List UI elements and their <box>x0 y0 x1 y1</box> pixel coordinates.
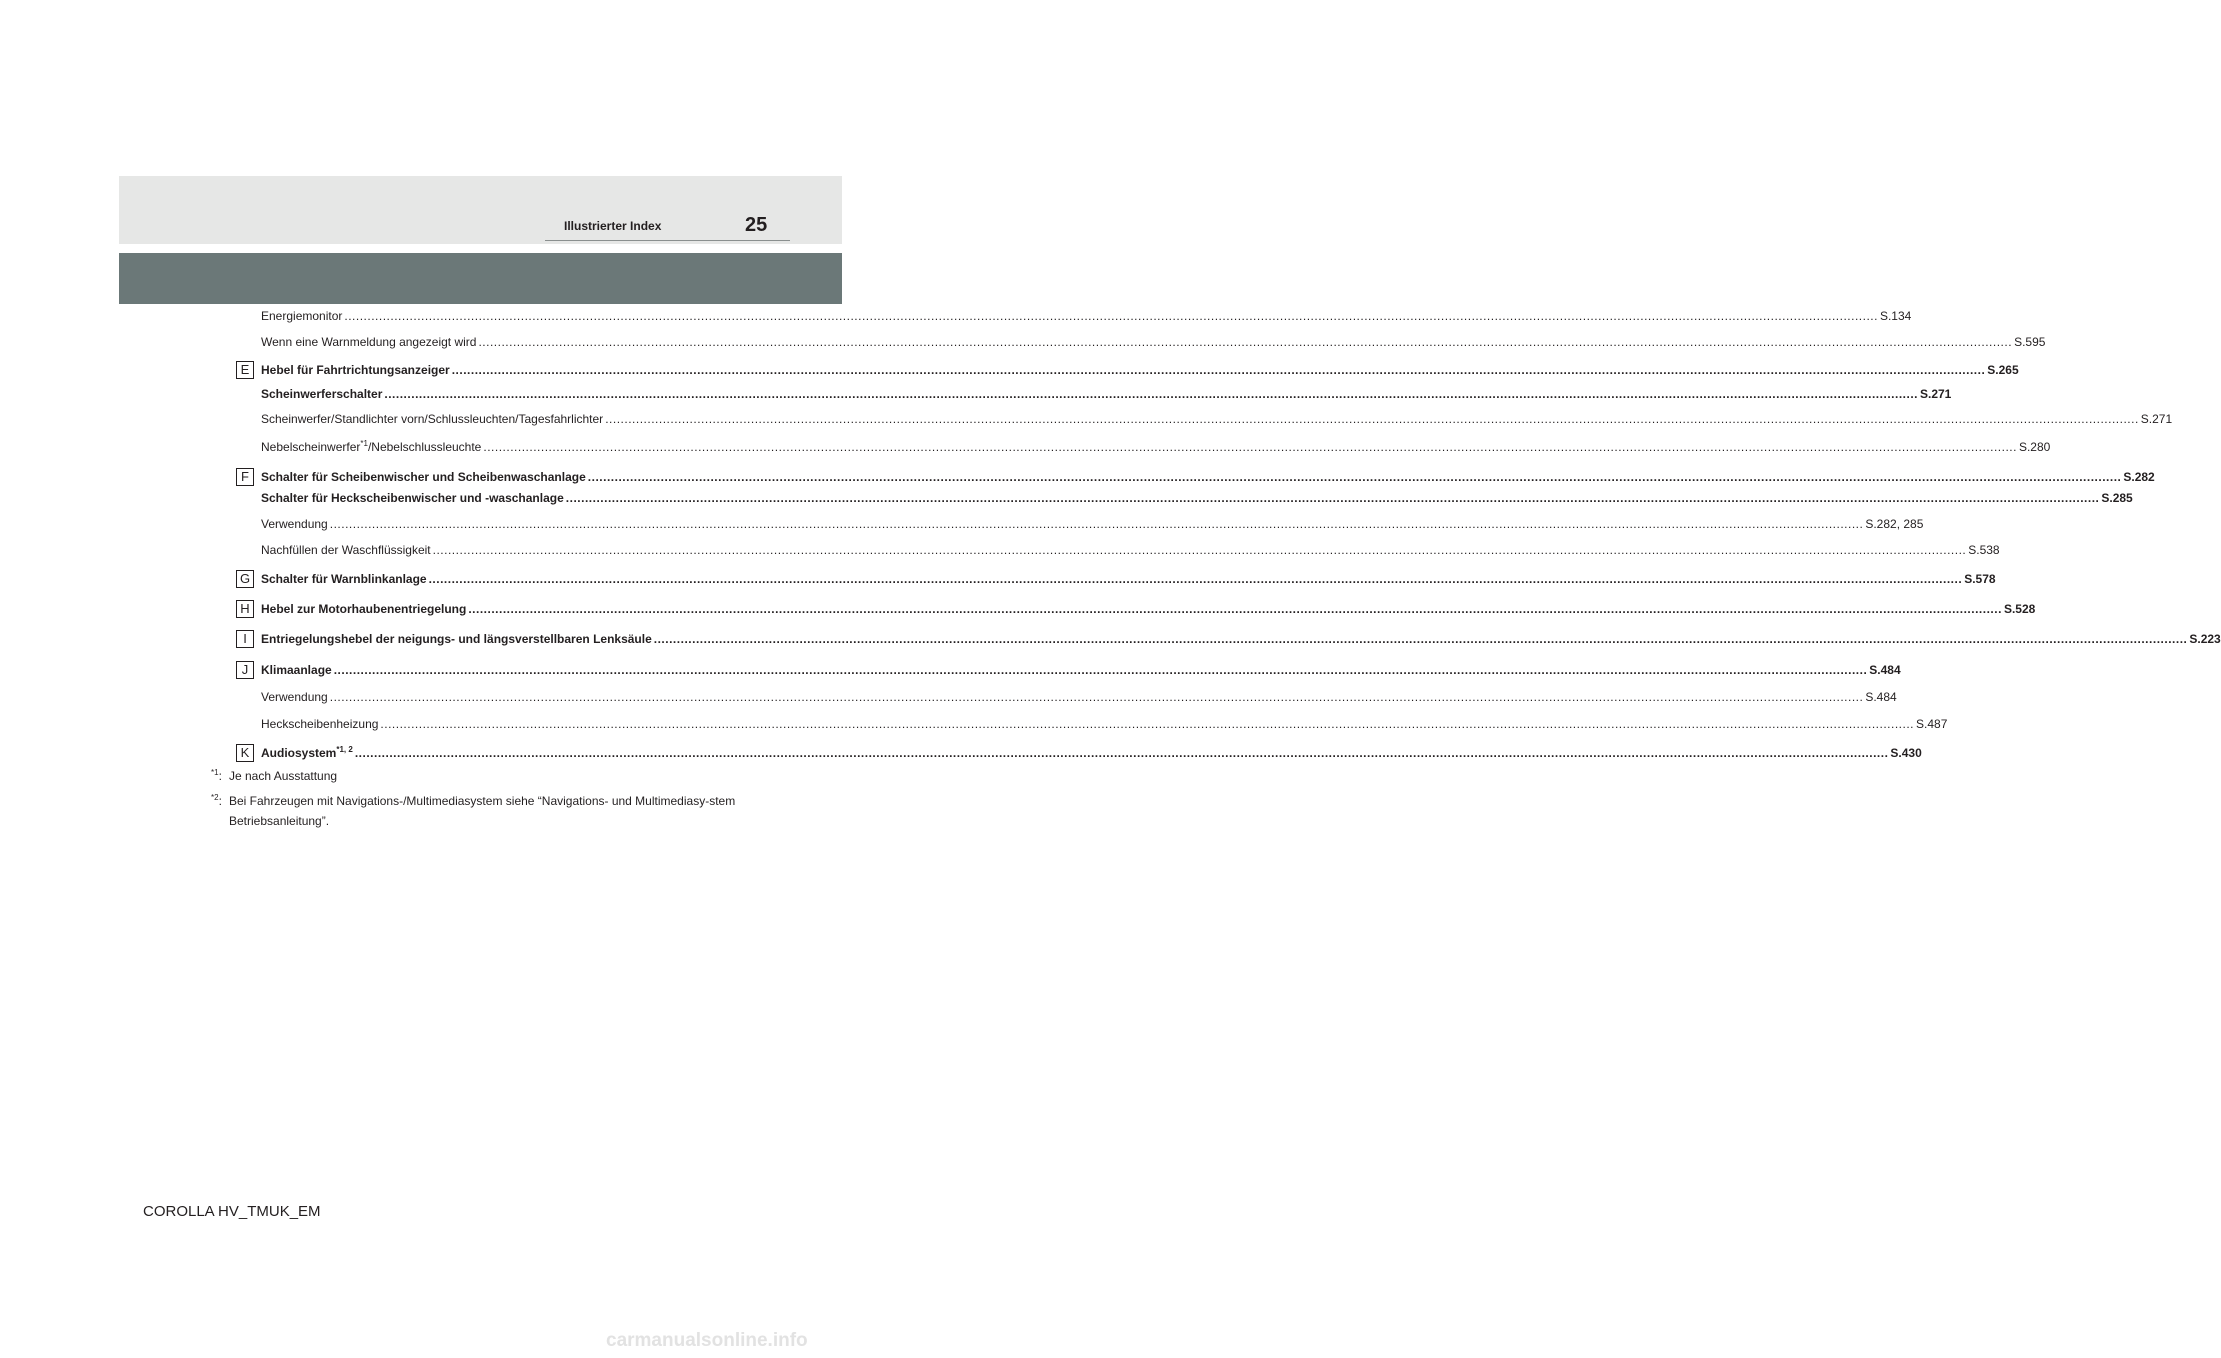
page-reference[interactable]: S.430 <box>1890 746 1922 760</box>
index-entry[interactable] <box>261 543 2000 557</box>
page-reference[interactable]: S.528 <box>2003 602 2036 616</box>
leader-dots: ................................................................................................................................................................................................................................................................................................................................................................................................................ <box>329 690 1864 704</box>
leader-dots: ................................................................................................................................................................................................................................................................................................................................................................................................................ <box>432 543 1967 557</box>
entry-label <box>261 309 342 323</box>
entry-text: Hebel zur Motorhaubenentriegelung <box>261 602 467 616</box>
page-number: 25 <box>745 214 768 236</box>
entry-text: Heckscheibenheizung <box>261 717 379 731</box>
index-entry[interactable] <box>261 309 1912 323</box>
section-bar <box>119 253 842 304</box>
leader-dots: ................................................................................................................................................................................................................................................................................................................................................................................................................ <box>428 572 1963 586</box>
section-badge: G <box>236 570 254 588</box>
entry-text-continued: /Nebelschlussleuchte <box>367 440 482 454</box>
entry-text: Hebel für Fahrtrichtungsanzeiger <box>261 363 450 377</box>
leader-dots: ................................................................................................................................................................................................................................................................................................................................................................................................................ <box>354 746 1889 760</box>
index-entry[interactable] <box>261 572 1996 586</box>
leader-dots: ................................................................................................................................................................................................................................................................................................................................................................................................................ <box>587 470 2122 484</box>
entry-text: Schalter für Warnblinkanlage <box>261 572 427 586</box>
page-reference[interactable]: S.578 <box>1964 572 1996 586</box>
section-badge: E <box>236 361 254 379</box>
entry-text: Scheinwerferschalter <box>261 387 383 401</box>
index-entry[interactable] <box>261 602 2036 616</box>
entry-label <box>261 543 431 557</box>
page-reference[interactable]: S.282 <box>2123 470 2155 484</box>
index-entry[interactable] <box>261 663 1901 677</box>
index-entry[interactable] <box>261 632 2221 646</box>
index-entry[interactable] <box>261 470 2155 484</box>
page-reference[interactable]: S.280 <box>2018 440 2051 454</box>
entry-text: Klimaanlage <box>261 663 332 677</box>
entry-label <box>261 412 603 426</box>
index-entry[interactable] <box>261 491 2133 505</box>
index-entry[interactable] <box>261 717 1948 731</box>
index-entry[interactable] <box>261 335 2046 349</box>
section-badge: J <box>236 661 254 679</box>
page-reference[interactable]: S.271 <box>1919 387 1952 401</box>
index-entry[interactable] <box>261 745 1922 760</box>
page-reference[interactable]: S.285 <box>2101 491 2133 505</box>
entry-label <box>261 602 466 616</box>
entry-label <box>261 387 382 401</box>
leader-dots: ................................................................................................................................................................................................................................................................................................................................................................................................................ <box>344 309 1878 323</box>
footnote-mark: *2 <box>211 793 219 802</box>
page-reference[interactable]: S.271 <box>2140 412 2173 426</box>
leader-dots: ................................................................................................................................................................................................................................................................................................................................................................................................................ <box>380 717 1915 731</box>
page-reference[interactable]: S.538 <box>1968 543 2000 557</box>
entry-text: Nebelscheinwerfer <box>261 440 361 454</box>
page-reference[interactable]: S.595 <box>2014 335 2046 349</box>
watermark: carmanualsonline.info <box>606 1330 808 1351</box>
header-divider <box>545 240 790 241</box>
leader-dots: ................................................................................................................................................................................................................................................................................................................................................................................................................ <box>451 363 1986 377</box>
leader-dots: ................................................................................................................................................................................................................................................................................................................................................................................................................ <box>384 387 1918 401</box>
entry-text: Schalter für Scheibenwischer und Scheibenwaschanlage <box>261 470 586 484</box>
entry-text: Schalter für Heckscheibenwischer und -waschanlage <box>261 491 564 505</box>
entry-label <box>261 632 652 646</box>
entry-text: Scheinwerfer/Standlichter vorn/Schlussleuchten/Tagesfahrlichter <box>261 412 604 426</box>
leader-dots: ................................................................................................................................................................................................................................................................................................................................................................................................................ <box>653 632 2188 646</box>
page-reference[interactable]: S.282, 285 <box>1865 517 1924 531</box>
footnote-text: Bei Fahrzeugen mit Navigations-/Multimediasystem siehe “Navigations- und Multimediasy-stem Betriebsanleitung”. <box>229 794 736 828</box>
footnote-mark: *1 <box>211 768 219 777</box>
entry-label <box>261 572 427 586</box>
page-reference[interactable]: S.134 <box>1879 309 1912 323</box>
entry-label <box>261 335 476 349</box>
entry-label <box>261 717 378 731</box>
header-band <box>119 176 842 244</box>
section-badge: F <box>236 468 254 486</box>
entry-text: Verwendung <box>261 517 328 531</box>
leader-dots: ................................................................................................................................................................................................................................................................................................................................................................................................................ <box>329 517 1864 531</box>
entry-label <box>261 363 450 377</box>
leader-dots: ................................................................................................................................................................................................................................................................................................................................................................................................................ <box>565 491 2100 505</box>
leader-dots: ................................................................................................................................................................................................................................................................................................................................................................................................................ <box>478 335 2013 349</box>
entry-label <box>261 690 328 704</box>
page-reference[interactable]: S.484 <box>1865 690 1897 704</box>
footnote-1: $^{*1}$: Je nach Ausstattung <box>211 766 751 786</box>
footnote-text: Je nach Ausstattung <box>229 769 338 783</box>
section-badge: H <box>236 600 254 618</box>
page-reference[interactable]: S.484 <box>1869 663 1901 677</box>
footnote-reference: *1, 2 <box>336 745 353 754</box>
entry-text: Nachfüllen der Waschflüssigkeit <box>261 543 431 557</box>
entry-text: Wenn eine Warnmeldung angezeigt wird <box>261 335 477 349</box>
entry-text: Energiemonitor <box>261 309 343 323</box>
leader-dots: ................................................................................................................................................................................................................................................................................................................................................................................................................ <box>468 602 2002 616</box>
index-entry[interactable] <box>261 387 1952 401</box>
entry-label <box>261 440 481 454</box>
footnote-reference: *1 <box>360 439 368 448</box>
entry-label <box>261 470 586 484</box>
entry-text: Entriegelungshebel der neigungs- und längsverstellbaren Lenksäule <box>261 632 652 646</box>
leader-dots: ................................................................................................................................................................................................................................................................................................................................................................................................................ <box>333 663 1868 677</box>
index-entry[interactable] <box>261 363 2019 377</box>
entry-label <box>261 746 353 760</box>
leader-dots: ................................................................................................................................................................................................................................................................................................................................................................................................................ <box>605 412 2139 426</box>
footnote-2: $^{*2}$: Bei Fahrzeugen mit Navigations-/Multimediasystem siehe “Navigations- und Multimediasy-stem Betriebsanleitung”. <box>211 791 751 831</box>
header-title: Illustrierter Index <box>564 219 662 233</box>
index-entry[interactable] <box>261 690 1897 704</box>
index-entry[interactable] <box>261 517 1924 531</box>
page-reference[interactable]: S.487 <box>1916 717 1948 731</box>
entry-label <box>261 491 564 505</box>
page-reference[interactable]: S.223 <box>2189 632 2221 646</box>
entry-text: Verwendung <box>261 690 328 704</box>
section-badge: K <box>236 744 254 762</box>
footer-label: COROLLA HV_TMUK_EM <box>143 1203 321 1220</box>
page-reference[interactable]: S.265 <box>1987 363 2019 377</box>
entry-text: Audiosystem <box>261 746 337 760</box>
entry-label <box>261 517 328 531</box>
index-entry[interactable] <box>261 439 2051 454</box>
index-entry[interactable] <box>261 412 2173 426</box>
entry-label <box>261 663 332 677</box>
leader-dots: ................................................................................................................................................................................................................................................................................................................................................................................................................ <box>483 440 2017 454</box>
section-badge: I <box>236 630 254 648</box>
